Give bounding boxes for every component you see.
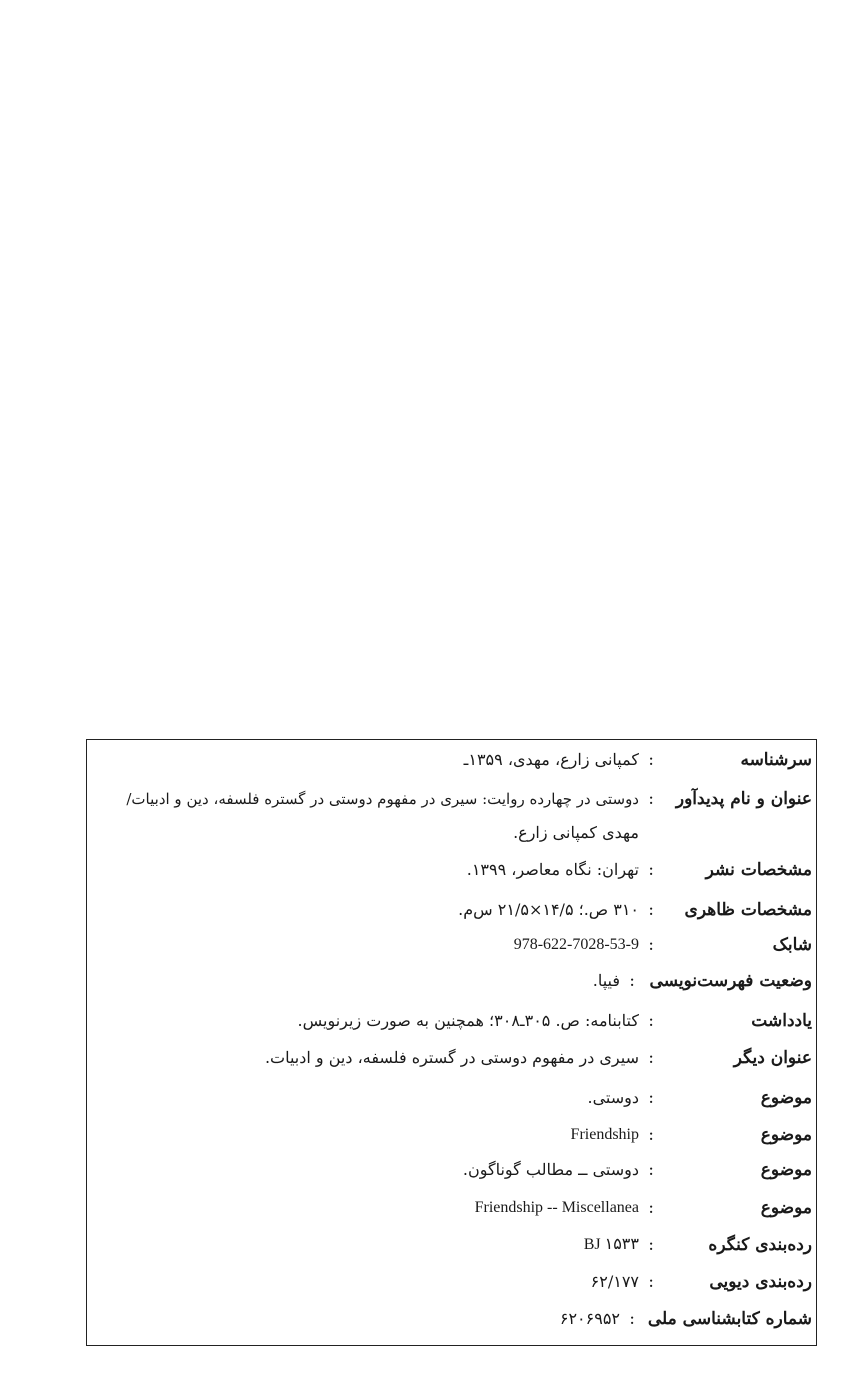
cip-label: عنوان و نام پدیدآور [675, 789, 812, 809]
cip-colon: : [629, 1309, 635, 1329]
cip-record-box [86, 739, 817, 1346]
cip-value: کتابنامه: ص. ۳۰۵ـ۳۰۸؛ همچنین به صورت زیرنویس. [297, 1011, 639, 1030]
cip-label: موضوع [760, 1088, 812, 1108]
cip-label: وضعیت فهرست‌نویسی [649, 971, 812, 991]
cip-colon: : [648, 1235, 654, 1255]
cip-value: کمپانی زارع، مهدی، ۱۳۵۹ـ [463, 750, 639, 769]
cip-row-cataloging-status [87, 966, 816, 996]
cip-label: سرشناسه [740, 750, 812, 770]
cip-value: دوستی ــ مطالب گوناگون. [462, 1160, 639, 1179]
cip-row-isbn [87, 930, 816, 960]
cip-colon: : [648, 1125, 654, 1145]
cip-value: تهران: نگاه معاصر، ۱۳۹۹. [466, 860, 639, 879]
cip-colon: : [648, 860, 654, 880]
cip-value: 978-622-7028-53-9 [513, 936, 639, 953]
cip-colon: : [629, 971, 635, 991]
cip-label: مشخصات ظاهری [684, 900, 812, 920]
cip-colon: : [648, 1011, 654, 1031]
cip-row-dewey-classification [87, 1267, 816, 1297]
cip-value: دوستی. [587, 1088, 639, 1107]
cip-colon: : [648, 1048, 654, 1068]
cip-row-publication [87, 855, 816, 885]
cip-colon: : [648, 750, 654, 770]
cip-row-main-entry [87, 745, 816, 775]
cip-value: سیری در مفهوم دوستی در گستره فلسفه، دین و ادبیات. [264, 1048, 639, 1067]
cip-colon: : [648, 1272, 654, 1292]
cip-colon: : [648, 1160, 654, 1180]
cip-colon: : [648, 1198, 654, 1218]
cip-label: مشخصات نشر [705, 860, 812, 880]
cip-row-national-bibliography-number [87, 1304, 816, 1334]
cip-row-subject [87, 1193, 816, 1223]
cip-label: یادداشت [751, 1011, 812, 1031]
cip-label: رده‌بندی دیویی [709, 1272, 812, 1292]
cip-value: Friendship -- Miscellanea [474, 1199, 639, 1216]
cip-colon: : [648, 900, 654, 920]
cip-value: ۶۲/۱۷۷ [590, 1272, 639, 1291]
cip-value: ۳۱۰ ص.؛ ۱۴/۵×۲۱/۵ س‌م. [458, 900, 639, 919]
cip-label: موضوع [760, 1160, 812, 1180]
cip-value: فیپا. [592, 971, 620, 990]
cip-value: ۶۲۰۶۹۵۲ [559, 1309, 620, 1328]
cip-row-congress-classification [87, 1230, 816, 1260]
cip-row-subject [87, 1155, 816, 1185]
cip-value: Friendship [570, 1126, 639, 1143]
cip-label: رده‌بندی کنگره [708, 1235, 812, 1255]
cip-value-continuation: مهدی کمپانی زارع. [513, 823, 639, 842]
cip-value: BJ ۱۵۳۳ [583, 1236, 639, 1253]
cip-row-title [87, 784, 816, 814]
cip-colon: : [648, 789, 654, 809]
cip-row-other-title [87, 1043, 816, 1073]
cip-row-subject [87, 1120, 816, 1150]
cip-row-subject [87, 1083, 816, 1113]
cip-value: دوستی در چهارده روایت: سیری در مفهوم دوستی در گستره فلسفه، دین و ادبیات/ [126, 790, 639, 808]
cip-label: شماره کتابشناسی ملی [647, 1309, 812, 1329]
cip-label: شابک [772, 935, 812, 955]
cip-label: موضوع [760, 1198, 812, 1218]
cip-label: موضوع [760, 1125, 812, 1145]
cip-colon: : [648, 1088, 654, 1108]
cip-row-note [87, 1006, 816, 1036]
cip-label: عنوان دیگر [733, 1048, 812, 1068]
cip-row-physical-description [87, 895, 816, 925]
cip-colon: : [648, 935, 654, 955]
